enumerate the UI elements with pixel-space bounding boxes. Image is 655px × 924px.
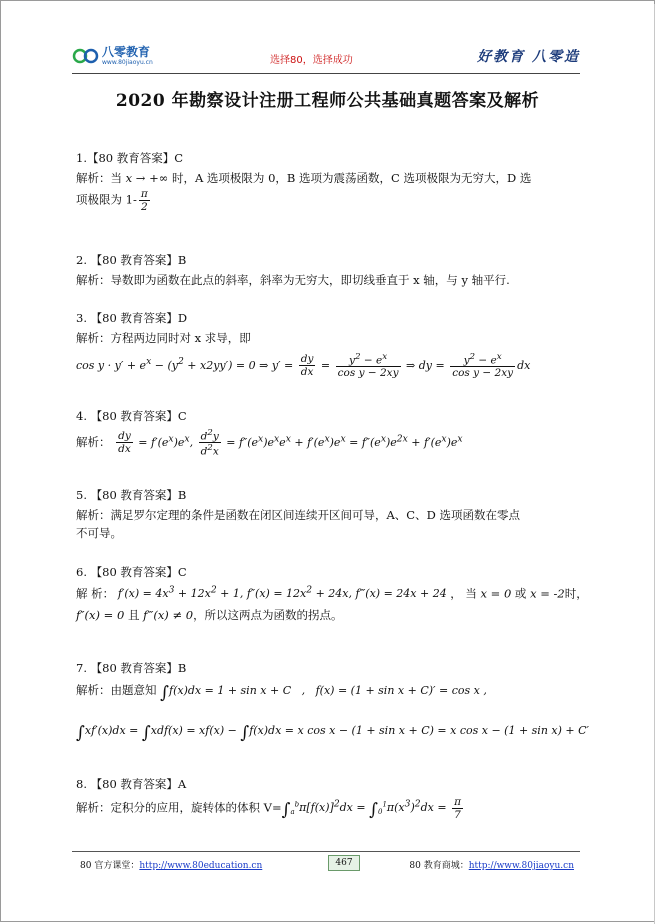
official-class-link[interactable]: http://www.80education.cn <box>139 861 263 871</box>
explanation: 解析：满足罗尔定理的条件是函数在闭区间连续开区间可导，A、C、D 选项函数在零点 <box>76 507 520 522</box>
brand-logo <box>72 44 153 68</box>
question-7 <box>76 660 590 747</box>
question-2 <box>76 252 586 290</box>
logo-name: 八零教育 <box>102 45 151 59</box>
math-expr: ∫xf′(x)dx = ∫xdf(x) = xf(x) − ∫f(x)dx = x cos x − (1 + sin x + C) = x cos x − (1 + sin x) + C′ <box>76 723 590 744</box>
question-4 <box>76 408 586 458</box>
answer-label: 7. 【80 教育答案】B <box>76 661 187 675</box>
math-expr: $\int_a^b\pi[f(x)]^2dx = \int_0^1\pi(x^3)^2dx$ = $\frac{\pi}{7}$ <box>281 795 461 821</box>
answer-label: 8. 【80 教育答案】A <box>76 777 187 791</box>
fraction: $\frac{\pi}{2}$ <box>140 187 148 213</box>
answer-label: 4. 【80 教育答案】C <box>76 409 187 423</box>
explanation: 解析：导数即为函数在此点的斜率，斜率为无穷大，即切线垂直于 x 轴，与 y 轴平行. <box>76 272 510 287</box>
explanation: 解析：定积分的应用，旋转体的体积 $V=\int_a^b\pi[f(x)]^2dx = \int_0^1\pi(x^3)^2dx$ = $\frac{\pi}{7}$ <box>76 796 586 824</box>
explanation: 解析：由题意知 ∫f(x)dx = 1 + sin x + C , f(x) = (1 + sin x + C)′ = cos x , <box>76 682 487 703</box>
answer-label: 6. 【80 教育答案】C <box>76 565 187 579</box>
header-motto: 好教育 八零造 <box>477 49 580 65</box>
footer-left: 80 官方课堂：http://www.80education.cn <box>80 861 263 871</box>
question-6 <box>76 564 586 625</box>
explanation-cont: 项极限为 1- $\frac{\pi}{2}$ <box>76 187 148 213</box>
question-5 <box>76 487 586 542</box>
question-8 <box>76 776 586 824</box>
page-footer <box>72 851 580 871</box>
math-expr: $\frac{dy}{dx}$ = $f'(e^x)e^x$, $\frac{d^2y}{d^2x}$ = $f''(e^x)e^xe^x + f'(e^x)e^x = f''(e^x)e^{2x} + f'(e^x)e^x$ <box>118 427 463 458</box>
page-title: 2020 年勘察设计注册工程师公共基础真题答案及解析 <box>115 91 540 111</box>
page-number: 467 <box>328 855 360 871</box>
question-3 <box>76 310 586 379</box>
math-expr: $\cos y \cdot y' + e^x - (y^2 + x2yy') = 0$ ⇒ y′ = $\frac{dy}{dx}$ = $\frac{y^2 - e^x}{\text{cos y − 2xy}}$ ⇒ dy = $\frac{y^2 - e^x}{\text{cos y − 2xy}}$ dx <box>76 351 531 380</box>
explanation: 解析： $\frac{dy}{dx}$ = $f'(e^x)e^x$, $\frac{d^2y}{d^2x}$ = $f''(e^x)e^xe^x + f'(e^x)e^x = f''(e^x)e^{2x} + f'(e^x)e^x$ <box>76 427 463 458</box>
math-expr: ∫f(x)dx = 1 + sin x + C , f(x) = (1 + sin x + C)′ = cos x , <box>160 682 487 703</box>
logo-url: www.80jiaoyu.cn <box>102 59 153 66</box>
explanation: 解析：当 x → +∞ 时，A 选项极限为 0，B 选项为震荡函数，C 选项极限为无穷大，D 选 <box>76 170 532 185</box>
explanation: 解 析： $f'(x) = 4x^3 + 12x^2 + 1$, $f''(x) = 12x^2 + 24x$, f‴(x) = 24x + 24 ， 当 x = 0 或 x = -2时， <box>76 584 588 601</box>
mall-link[interactable]: http://www.80jiaoyu.cn <box>468 861 574 871</box>
explanation: 解析：方程两边同时对 x 求导，即 <box>76 330 251 345</box>
math-expr: x → +∞ <box>125 170 169 185</box>
footer-right: 80 教育商城：http://www.80jiaoyu.cn <box>409 861 574 871</box>
explanation-cont: f″(x) = 0 且 f‴(x) ≠ 0，所以这两点为函数的拐点。 <box>76 608 343 623</box>
page-header <box>72 44 580 74</box>
answer-label: 2. 【80 教育答案】B <box>76 253 187 267</box>
explanation-cont: 不可导。 <box>76 525 122 540</box>
question-1 <box>76 150 586 213</box>
logo-icon <box>72 44 100 68</box>
header-slogan: 选择80，选择成功 <box>270 55 353 66</box>
answer-label: 5. 【80 教育答案】B <box>76 488 187 502</box>
answer-label: 1.【80 教育答案】C <box>76 151 184 165</box>
header-rule <box>72 73 580 74</box>
answer-label: 3. 【80 教育答案】D <box>76 311 188 325</box>
math-expr: $f'(x) = 4x^3 + 12x^2 + 1$, $f''(x) = 12x^2 + 24x$, f‴(x) = 24x + 24 <box>117 584 451 601</box>
